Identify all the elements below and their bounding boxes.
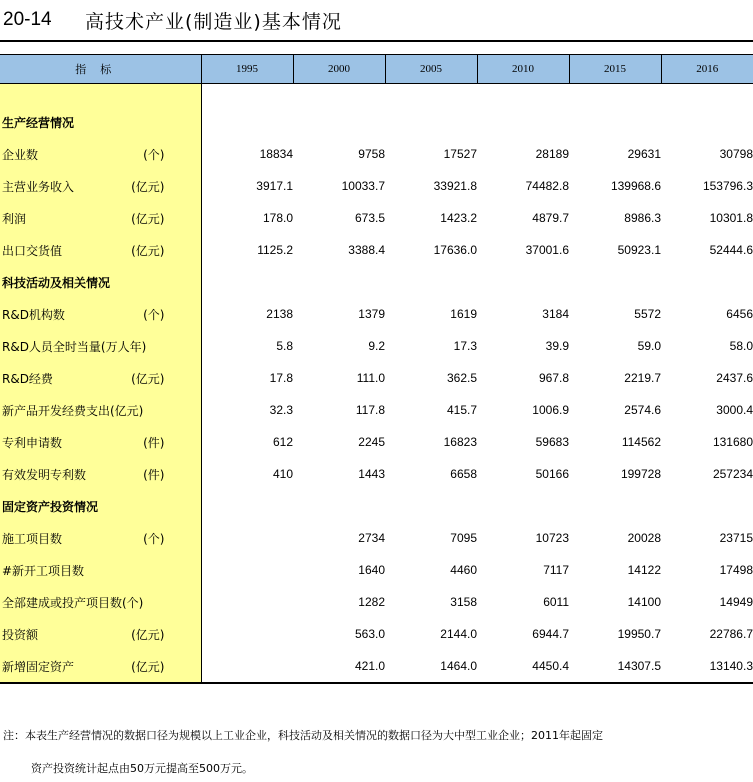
value-cell: 1379	[358, 307, 385, 321]
value-cell: 9758	[358, 147, 385, 161]
row-unit: (个)	[143, 148, 165, 162]
value-cell: 52444.6	[709, 243, 753, 257]
value-cell: 1423.2	[440, 211, 477, 225]
section-row	[0, 106, 753, 138]
value-cell: 59683	[535, 435, 569, 449]
row-unit: (件)	[143, 468, 165, 482]
row-unit: (亿元)	[131, 628, 165, 642]
value-cell	[201, 106, 293, 138]
value-cell: 58.0	[729, 339, 753, 353]
row-unit: (亿元)	[131, 212, 165, 226]
value-cell	[569, 266, 661, 298]
section-heading: 固定资产投资情况	[2, 500, 99, 514]
value-cell: 74482.8	[525, 179, 569, 193]
table-title: 高技术产业(制造业)基本情况	[85, 10, 342, 33]
value-cell: 10301.8	[709, 211, 753, 225]
value-cell	[661, 106, 753, 138]
row-label: 利润	[2, 212, 27, 226]
value-cell	[201, 650, 293, 683]
row-unit: (亿元)	[131, 372, 165, 386]
value-cell	[661, 490, 753, 522]
value-cell	[293, 106, 385, 138]
value-cell: 117.8	[355, 403, 385, 417]
value-cell	[477, 266, 569, 298]
value-cell: 17527	[443, 147, 477, 161]
value-cell: 17.8	[269, 371, 293, 385]
section-cell	[0, 490, 201, 522]
row-label: 投资额	[2, 628, 39, 642]
label-cell	[0, 618, 201, 650]
value-cell: 3184	[542, 307, 569, 321]
value-cell: 153796.3	[702, 179, 753, 193]
value-cell: 131680	[712, 435, 753, 449]
section-cell	[0, 266, 201, 298]
table-row	[0, 554, 753, 586]
row-unit: (亿元)	[131, 244, 165, 258]
value-cell: 7095	[450, 531, 477, 545]
value-cell	[477, 490, 569, 522]
value-cell	[385, 106, 477, 138]
value-cell: 967.8	[538, 371, 569, 385]
label-cell	[0, 234, 201, 266]
value-cell: 14307.5	[569, 650, 661, 683]
value-cell: 6658	[450, 467, 477, 481]
value-cell: 37001.6	[525, 243, 569, 257]
value-cell: 33921.8	[433, 179, 477, 193]
value-cell: 2437.6	[716, 371, 753, 385]
value-cell: 111.0	[356, 371, 385, 385]
row-label: 施工项目数	[2, 532, 63, 546]
value-cell: 22786.7	[709, 627, 753, 641]
value-cell: 6011	[543, 595, 569, 609]
header-row	[0, 55, 753, 84]
stats-table	[0, 54, 753, 684]
row-label: 出口交货值	[2, 244, 63, 258]
value-cell: 1640	[358, 563, 385, 577]
value-cell: 362.5	[446, 371, 477, 385]
value-cell: 178.0	[262, 211, 293, 225]
row-label: 企业数	[2, 148, 39, 162]
value-cell	[661, 84, 753, 107]
value-cell	[477, 106, 569, 138]
value-cell: 20028	[627, 531, 661, 545]
value-cell: 50923.1	[617, 243, 661, 257]
value-cell: 14122	[627, 563, 661, 577]
value-cell: 139968.6	[610, 179, 661, 193]
value-cell	[201, 618, 293, 650]
value-cell: 114562	[621, 435, 661, 449]
value-cell: 5572	[634, 307, 661, 321]
section-row	[0, 266, 753, 298]
table-number: 20-14	[3, 9, 52, 30]
value-cell: 32.3	[269, 403, 293, 417]
row-unit: (亿元)	[131, 180, 165, 194]
value-cell	[201, 554, 293, 586]
value-cell: 14100	[627, 595, 661, 609]
value-cell: 59.0	[637, 339, 661, 353]
row-label: 新产品开发经费支出(亿元)	[2, 404, 144, 418]
page-title	[3, 6, 342, 34]
label-cell	[0, 202, 201, 234]
spacer-row	[0, 84, 753, 107]
value-cell: 1125.2	[257, 243, 293, 257]
value-cell	[201, 586, 293, 618]
header-year: 2015	[569, 55, 661, 84]
label-cell	[0, 586, 201, 618]
footnote-line-2: 资产投资统计起点由50万元提高至500万元。	[31, 762, 253, 775]
value-cell: 410	[272, 467, 293, 481]
value-cell: 39.9	[545, 339, 569, 353]
header-year: 2010	[477, 55, 569, 84]
table-row	[0, 586, 753, 618]
label-cell	[0, 426, 201, 458]
section-heading: 科技活动及相关情况	[2, 276, 111, 290]
value-cell: 13140.3	[661, 650, 753, 683]
value-cell: 14949	[719, 595, 753, 609]
label-cell	[0, 650, 201, 683]
table-row	[0, 362, 753, 394]
row-label: 新增固定资产	[2, 660, 75, 674]
value-cell: 2245	[358, 435, 385, 449]
table-row	[0, 394, 753, 426]
label-cell	[0, 554, 201, 586]
value-cell: 1619	[450, 307, 477, 321]
value-cell: 5.8	[276, 339, 293, 353]
value-cell: 199728	[620, 467, 661, 481]
label-cell	[0, 138, 201, 170]
label-cell	[0, 458, 201, 490]
value-cell: 4450.4	[477, 650, 569, 683]
footnote-line-1: 注：本表生产经营情况的数据口径为规模以上工业企业，科技活动及相关情况的数据口径为大中型工业企业；2011年起固定	[3, 729, 603, 742]
section-row	[0, 490, 753, 522]
value-cell: 1464.0	[385, 650, 477, 683]
value-cell: 1006.9	[532, 403, 569, 417]
value-cell: 30798	[719, 147, 753, 161]
table-row	[0, 202, 753, 234]
value-cell	[569, 84, 661, 107]
header-year: 2005	[385, 55, 477, 84]
table-row	[0, 170, 753, 202]
row-label: 有效发明专利数	[2, 468, 87, 482]
label-cell	[0, 330, 201, 362]
section-heading: 生产经营情况	[2, 116, 75, 130]
value-cell: 3158	[450, 595, 477, 609]
value-cell: 17.3	[453, 339, 477, 353]
value-cell	[201, 522, 293, 554]
value-cell: 4879.7	[532, 211, 569, 225]
table-row	[0, 458, 753, 490]
label-cell	[0, 298, 201, 330]
value-cell	[201, 84, 293, 107]
value-cell: 3388.4	[348, 243, 385, 257]
value-cell	[569, 106, 661, 138]
value-cell: 23715	[719, 531, 753, 545]
value-cell: 2144.0	[440, 627, 477, 641]
value-cell: 9.2	[368, 339, 385, 353]
row-unit: (个)	[143, 308, 165, 322]
row-label: 全部建成或投产项目数(个)	[2, 596, 144, 610]
row-label: R&D经费	[2, 372, 53, 386]
value-cell: 2574.6	[624, 403, 661, 417]
table-row	[0, 426, 753, 458]
value-cell: 10723	[535, 531, 569, 545]
value-cell: 17498	[719, 563, 753, 577]
value-cell: 50166	[535, 467, 569, 481]
value-cell: 3917.1	[256, 179, 293, 193]
value-cell	[477, 84, 569, 107]
section-cell	[0, 106, 201, 138]
row-label: 主营业务收入	[2, 180, 75, 194]
value-cell	[661, 266, 753, 298]
row-label: 专利申请数	[2, 436, 63, 450]
table-row	[0, 138, 753, 170]
header-indicator: 指标	[0, 55, 201, 84]
value-cell	[293, 490, 385, 522]
value-cell: 6456	[726, 307, 753, 321]
label-cell	[0, 84, 201, 107]
value-cell	[385, 266, 477, 298]
label-cell	[0, 362, 201, 394]
value-cell: 16823	[443, 435, 477, 449]
table-row	[0, 618, 753, 650]
row-label: R&D人员全时当量(万人年)	[2, 340, 147, 354]
value-cell: 17636.0	[433, 243, 477, 257]
value-cell: 1443	[358, 467, 385, 481]
value-cell: 563.0	[354, 627, 385, 641]
row-unit: (亿元)	[131, 660, 165, 674]
value-cell: 8986.3	[624, 211, 661, 225]
label-cell	[0, 170, 201, 202]
value-cell: 18834	[259, 147, 293, 161]
value-cell: 19950.7	[617, 627, 661, 641]
value-cell: 612	[272, 435, 293, 449]
value-cell: 2219.7	[624, 371, 661, 385]
table-row	[0, 650, 753, 683]
value-cell	[385, 84, 477, 107]
value-cell	[385, 490, 477, 522]
table-row	[0, 234, 753, 266]
value-cell: 421.0	[293, 650, 385, 683]
value-cell: 257234	[712, 467, 753, 481]
value-cell: 4460	[450, 563, 477, 577]
value-cell	[569, 490, 661, 522]
header-year: 2000	[293, 55, 385, 84]
label-cell	[0, 522, 201, 554]
value-cell	[201, 266, 293, 298]
value-cell: 6944.7	[532, 627, 569, 641]
row-unit: (个)	[143, 532, 165, 546]
value-cell: 2734	[358, 531, 385, 545]
value-cell	[293, 84, 385, 107]
value-cell: 29631	[627, 147, 661, 161]
label-cell	[0, 394, 201, 426]
value-cell: 1282	[358, 595, 385, 609]
row-label: R&D机构数	[2, 308, 65, 322]
value-cell: 673.5	[354, 211, 385, 225]
value-cell: 10033.7	[341, 179, 385, 193]
row-unit: (件)	[143, 436, 165, 450]
value-cell: 28189	[535, 147, 569, 161]
value-cell: 7117	[543, 563, 569, 577]
header-year: 2016	[661, 55, 753, 84]
top-rule	[0, 40, 753, 42]
header-year: 1995	[201, 55, 293, 84]
table-body	[0, 84, 753, 684]
value-cell: 3000.4	[716, 403, 753, 417]
table-row	[0, 330, 753, 362]
value-cell	[201, 490, 293, 522]
value-cell: 415.7	[446, 403, 477, 417]
table-row	[0, 522, 753, 554]
table-row	[0, 298, 753, 330]
value-cell	[293, 266, 385, 298]
row-label: #新开工项目数	[2, 564, 85, 578]
value-cell: 2138	[266, 307, 293, 321]
